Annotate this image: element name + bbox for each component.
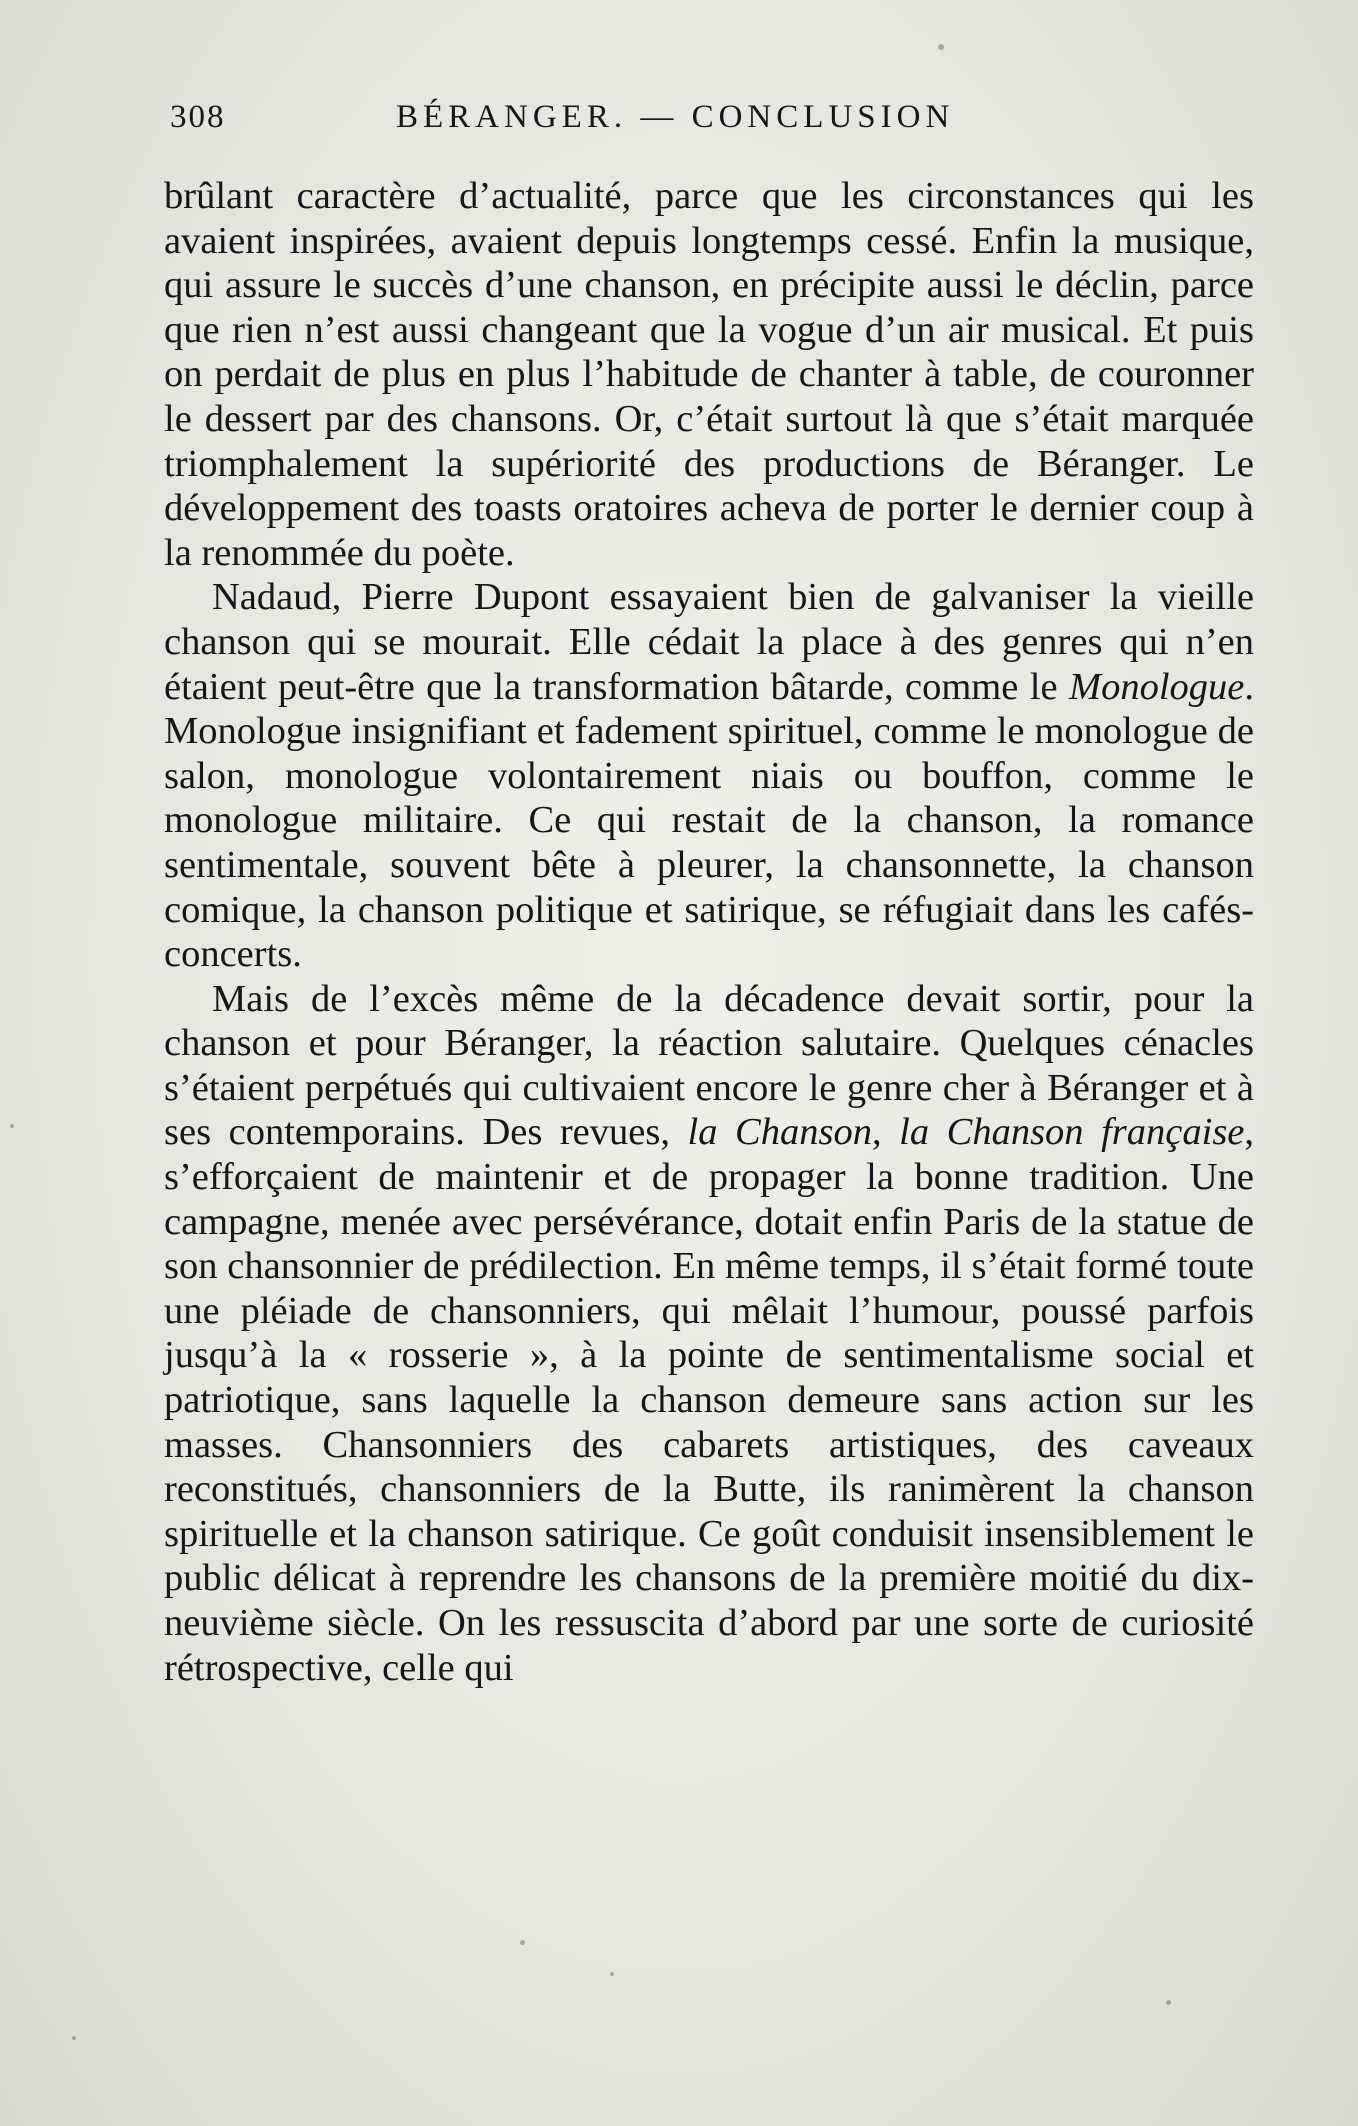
paper-speck bbox=[1166, 2000, 1171, 2005]
paragraph-3-separator: , bbox=[871, 1111, 900, 1154]
paragraph-2 bbox=[164, 575, 1254, 976]
paragraph-3-text-start: Mais de l’excès même de la décadence devait sortir, pour la chanson et pour Béranger, la réaction salutaire. Quelques cénacles s’étaient perpétués qui cultivaient encore le genre cher à Béranger et à ses contemporains. Des revues, bbox=[164, 977, 1254, 1154]
paper-speck bbox=[72, 2036, 76, 2040]
paragraph-3-italic-title-1: la Chanson bbox=[687, 1111, 872, 1154]
paragraph-3-text-end: , s’efforçaient de maintenir et de propager la bonne tradition. Une campagne, menée avec persévérance, dotait enfin Paris de la statue de son chansonnier de prédilection. En même temps, il s’était formé toute une pléiade de chansonniers, qui mêlait l’humour, poussé parfois jusqu’à la « rosserie », à la pointe de sentimentalisme social et patriotique, sans laquelle la chanson demeure sans action sur les masses. Chansonniers des cabarets artistiques, des caveaux reconstitués, chansonniers de la Butte, ils ranimèrent la chanson spirituelle et la chanson satirique. Ce goût conduisit insensiblement le public délicat à reprendre les chansons de la première moitié du dix-neuvième siècle. On les ressuscita d’abord par une sorte de curiosité rétrospective, celle qui bbox=[164, 1111, 1255, 1689]
page-number: 308 bbox=[170, 99, 226, 135]
paper-speck bbox=[10, 1124, 14, 1128]
paragraph-1-text: brûlant caractère d’actualité, parce que les circonstances qui les avaient inspirées, avaient depuis longtemps cessé. Enfin la musique, qui assure le succès d’une chanson, en précipite aussi le déclin, parce que rien n’est aussi changeant que la vogue d’un air musical. Et puis on perdait de plus en plus l’habitude de chanter à table, de couronner le dessert par des chansons. Or, c’était surtout là que s’était marquée triomphalement la supériorité des productions de Béranger. Le développement des toasts oratoires acheva de porter le dernier coup à la renommée du poète. bbox=[164, 175, 1254, 574]
running-head bbox=[170, 92, 1250, 142]
paragraph-3 bbox=[164, 977, 1254, 1691]
paper-speck bbox=[938, 44, 944, 50]
paragraph-2-italic-title: Monologue bbox=[1069, 665, 1245, 708]
paragraph-3-italic-title-2: la Chanson française bbox=[899, 1111, 1245, 1154]
paragraph-2-text-end: . Monologue insignifiant et fadement spirituel, comme le monologue de salon, monologue volontairement niais ou bouffon, comme le monologue militaire. Ce qui restait de la chanson, la romance sentimentale, souvent bête à pleurer, la chansonnette, la chanson comique, la chanson politique et satirique, se réfugiait dans les cafés-concerts. bbox=[164, 665, 1254, 976]
paper-speck bbox=[520, 1940, 525, 1945]
running-title: BÉRANGER. — CONCLUSION bbox=[396, 99, 955, 135]
body-text bbox=[164, 174, 1254, 1690]
paper-speck bbox=[610, 1972, 614, 1976]
paragraph-2-text-start: Nadaud, Pierre Dupont essayaient bien de galvaniser la vieille chanson qui se mourait. Elle cédait la place à des genres qui n’en étaient peut-être que la transformation bâtarde, comme le bbox=[164, 576, 1254, 708]
paragraph-1 bbox=[164, 174, 1254, 575]
